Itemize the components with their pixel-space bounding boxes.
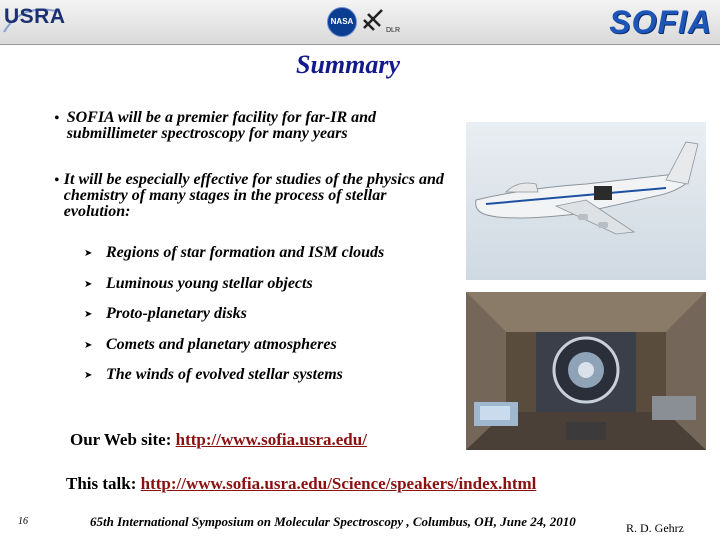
talk-link[interactable]: http://www.sofia.usra.edu/Science/speakers/index.html	[140, 474, 537, 493]
footer-author: R. D. Gehrz	[626, 521, 684, 535]
sub-bullet-item	[84, 366, 384, 397]
arrow-bullet-icon: ➤	[84, 309, 93, 320]
sofia-aircraft-photo	[466, 122, 706, 280]
web-site-label: Our Web site:	[70, 430, 172, 449]
bullet-item	[54, 172, 444, 220]
talk-line	[66, 474, 536, 494]
slide-title-container	[296, 50, 400, 80]
arrow-bullet-icon: ➤	[84, 370, 93, 381]
dlr-logo-text: DLR	[386, 27, 401, 34]
slide-header	[0, 0, 720, 45]
usra-logo: USRA	[4, 5, 66, 28]
page-number: 16	[18, 516, 28, 527]
web-site-line	[70, 430, 367, 450]
sub-bullet-item	[84, 336, 384, 367]
slide-title: Summary	[296, 50, 401, 79]
nasa-logo-text: NASA	[330, 17, 354, 26]
sub-bullet-item	[84, 275, 384, 306]
nasa-logo	[327, 7, 357, 37]
bullet-dot-icon: •	[54, 172, 60, 189]
sub-bullet-item	[84, 305, 384, 336]
arrow-bullet-icon: ➤	[84, 248, 93, 259]
sub-bullet-list	[84, 244, 384, 397]
bullet-text: It will be especially effective for studies of the physics and chemistry of many stages in the process of stellar evolution:	[63, 171, 444, 220]
arrow-bullet-icon: ➤	[84, 278, 93, 290]
sofia-logo: SOFIA	[609, 4, 712, 40]
sub-bullet-text: The winds of evolved stellar systems	[106, 366, 343, 383]
sub-bullet-text: Comets and planetary atmospheres	[106, 335, 337, 353]
web-site-link[interactable]: http://www.sofia.usra.edu/	[175, 430, 367, 449]
sub-bullet-text: Proto-planetary disks	[106, 305, 247, 322]
bullet-dot-icon: •	[54, 110, 60, 127]
bullet-text: SOFIA will be a premier facility for far-IR and submillimeter spectroscopy for many years	[66, 109, 377, 142]
sub-bullet-text: Luminous young stellar objects	[106, 274, 313, 292]
footer-conference: 65th International Symposium on Molecular Spectroscopy , Columbus, OH, June 24, 2010	[90, 514, 576, 529]
dlr-logo-icon	[360, 6, 386, 36]
talk-label: This talk:	[66, 474, 137, 493]
bullet-item	[54, 110, 444, 142]
aircraft-cabin-telescope-photo	[466, 292, 706, 450]
arrow-bullet-icon: ➤	[84, 339, 93, 351]
sub-bullet-text: Regions of star formation and ISM clouds	[106, 244, 385, 261]
sub-bullet-item	[84, 244, 384, 275]
